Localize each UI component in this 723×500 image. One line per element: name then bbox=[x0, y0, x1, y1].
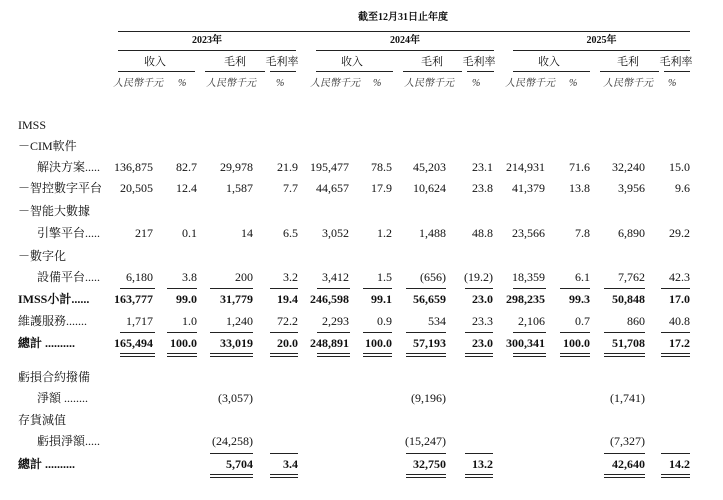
total-double-rule bbox=[120, 356, 155, 357]
total-double-rule bbox=[317, 353, 350, 354]
table-cell: 33,019 bbox=[220, 336, 253, 350]
table-cell: 6,890 bbox=[618, 226, 645, 240]
table-cell: 23.8 bbox=[472, 181, 493, 195]
total-rule bbox=[270, 332, 298, 333]
subtotal-rule bbox=[270, 288, 298, 289]
total-double-rule bbox=[167, 356, 197, 357]
table-cell: (24,258) bbox=[212, 434, 253, 448]
unit-label: 人民幣千元 bbox=[603, 78, 653, 89]
table-cell: 3.4 bbox=[283, 457, 298, 471]
year-rule bbox=[513, 50, 690, 51]
total-double-rule bbox=[210, 356, 253, 357]
column-rule bbox=[403, 71, 462, 72]
table-cell: (656) bbox=[420, 270, 446, 284]
table-cell: 165,494 bbox=[114, 336, 153, 350]
total-rule bbox=[120, 332, 155, 333]
table-cell: 20.0 bbox=[277, 336, 298, 350]
total-rule bbox=[560, 332, 590, 333]
table-cell: 57,193 bbox=[413, 336, 446, 350]
table-cell: 14.2 bbox=[669, 457, 690, 471]
table-cell: 44,657 bbox=[316, 181, 349, 195]
final-total-rule bbox=[406, 453, 446, 454]
table-cell: 41,379 bbox=[512, 181, 545, 195]
total-double-rule bbox=[604, 353, 645, 354]
table-cell: 6.5 bbox=[283, 226, 298, 240]
row-label: 存貨減值 bbox=[18, 413, 67, 427]
table-cell: 78.5 bbox=[371, 160, 392, 174]
subtotal-rule bbox=[604, 288, 645, 289]
table-cell: 29.2 bbox=[669, 226, 690, 240]
subtotal-rule bbox=[363, 288, 392, 289]
table-cell: 14 bbox=[241, 226, 253, 240]
total-double-rule bbox=[661, 356, 690, 357]
unit-label: 人民幣千元 bbox=[206, 78, 256, 89]
column-header: 收入 bbox=[341, 56, 363, 68]
subtotal-rule bbox=[465, 288, 493, 289]
final-double-rule bbox=[406, 477, 446, 478]
table-cell: 1,240 bbox=[226, 314, 253, 328]
unit-label: 人民幣千元 bbox=[505, 78, 555, 89]
table-cell: 56,659 bbox=[413, 292, 446, 306]
table-cell: 42.3 bbox=[669, 270, 690, 284]
table-cell: (7,327) bbox=[610, 434, 645, 448]
year-rule bbox=[118, 50, 296, 51]
total-double-rule bbox=[513, 353, 546, 354]
row-label: 總計 .......... bbox=[18, 336, 76, 350]
table-cell: 1.5 bbox=[377, 270, 392, 284]
row-label: －智控數字平台 bbox=[18, 181, 103, 195]
period-header: 截至12月31日止年度 bbox=[358, 12, 448, 23]
total-double-rule bbox=[406, 353, 446, 354]
final-total-rule bbox=[465, 453, 493, 454]
total-double-rule bbox=[465, 356, 493, 357]
table-cell: 21.9 bbox=[277, 160, 298, 174]
column-rule bbox=[664, 71, 690, 72]
table-cell: (3,057) bbox=[218, 391, 253, 405]
row-label: IMSS小計...... bbox=[18, 292, 90, 306]
unit-label: % bbox=[373, 78, 382, 89]
column-header: 毛利 bbox=[224, 56, 246, 68]
table-cell: 246,598 bbox=[310, 292, 349, 306]
total-double-rule bbox=[513, 356, 546, 357]
table-cell: 5,704 bbox=[226, 457, 253, 471]
column-header: 毛利率 bbox=[462, 56, 496, 68]
table-cell: 195,477 bbox=[310, 160, 349, 174]
table-cell: 99.3 bbox=[569, 292, 590, 306]
table-cell: 32,240 bbox=[612, 160, 645, 174]
table-cell: 45,203 bbox=[413, 160, 446, 174]
final-double-rule bbox=[270, 477, 298, 478]
table-cell: 0.7 bbox=[575, 314, 590, 328]
table-cell: 50,848 bbox=[612, 292, 645, 306]
table-cell: 248,891 bbox=[310, 336, 349, 350]
total-rule bbox=[210, 332, 253, 333]
total-rule bbox=[363, 332, 392, 333]
row-label: 虧損合約撥備 bbox=[18, 370, 91, 384]
unit-label: % bbox=[472, 78, 481, 89]
table-cell: 40.8 bbox=[669, 314, 690, 328]
table-cell: 17.2 bbox=[669, 336, 690, 350]
table-cell: 23.0 bbox=[472, 292, 493, 306]
unit-label: % bbox=[668, 78, 677, 89]
table-cell: 7.8 bbox=[575, 226, 590, 240]
final-double-rule bbox=[604, 477, 645, 478]
table-cell: 23.3 bbox=[472, 314, 493, 328]
table-cell: 48.8 bbox=[472, 226, 493, 240]
row-label: 解決方案..... bbox=[37, 160, 101, 174]
table-cell: 214,931 bbox=[506, 160, 545, 174]
row-label: －智能大數據 bbox=[18, 204, 91, 218]
unit-label: % bbox=[178, 78, 187, 89]
total-double-rule bbox=[167, 353, 197, 354]
subtotal-rule bbox=[167, 288, 197, 289]
row-label: 引擎平台..... bbox=[37, 226, 101, 240]
table-cell: 18,359 bbox=[512, 270, 545, 284]
table-cell: 13.2 bbox=[472, 457, 493, 471]
table-cell: 7.7 bbox=[283, 181, 298, 195]
table-cell: 3,956 bbox=[618, 181, 645, 195]
year-header: 2023年 bbox=[192, 35, 222, 46]
final-double-rule bbox=[210, 477, 253, 478]
table-cell: 99.1 bbox=[371, 292, 392, 306]
final-double-rule bbox=[465, 477, 493, 478]
table-cell: 99.0 bbox=[176, 292, 197, 306]
total-double-rule bbox=[270, 353, 298, 354]
table-cell: 3.2 bbox=[283, 270, 298, 284]
column-header: 收入 bbox=[144, 56, 166, 68]
table-cell: 32,750 bbox=[413, 457, 446, 471]
unit-label: 人民幣千元 bbox=[310, 78, 360, 89]
table-cell: 860 bbox=[627, 314, 645, 328]
total-rule bbox=[604, 332, 645, 333]
unit-label: 人民幣千元 bbox=[404, 78, 454, 89]
subtotal-rule bbox=[513, 288, 546, 289]
table-cell: 15.0 bbox=[669, 160, 690, 174]
column-rule bbox=[513, 71, 590, 72]
table-cell: 6,180 bbox=[126, 270, 153, 284]
total-double-rule bbox=[270, 356, 298, 357]
table-cell: 6.1 bbox=[575, 270, 590, 284]
total-double-rule bbox=[210, 353, 253, 354]
table-cell: 71.6 bbox=[569, 160, 590, 174]
total-rule bbox=[167, 332, 197, 333]
total-double-rule bbox=[120, 353, 155, 354]
table-cell: 13.8 bbox=[569, 181, 590, 195]
total-rule bbox=[317, 332, 350, 333]
total-double-rule bbox=[560, 353, 590, 354]
table-cell: 7,762 bbox=[618, 270, 645, 284]
final-double-rule bbox=[406, 474, 446, 475]
final-double-rule bbox=[465, 474, 493, 475]
period-rule bbox=[118, 31, 690, 32]
table-cell: 100.0 bbox=[563, 336, 590, 350]
final-total-rule bbox=[210, 453, 253, 454]
total-rule bbox=[661, 332, 690, 333]
table-cell: 2,293 bbox=[322, 314, 349, 328]
total-double-rule bbox=[560, 356, 590, 357]
table-cell: 163,777 bbox=[114, 292, 153, 306]
column-header: 毛利率 bbox=[265, 56, 299, 68]
table-cell: 136,875 bbox=[114, 160, 153, 174]
total-double-rule bbox=[604, 356, 645, 357]
table-cell: 10,624 bbox=[413, 181, 446, 195]
row-label: 維護服務....... bbox=[18, 314, 88, 328]
final-double-rule bbox=[210, 474, 253, 475]
table-cell: 100.0 bbox=[170, 336, 197, 350]
final-double-rule bbox=[661, 474, 690, 475]
table-cell: (9,196) bbox=[411, 391, 446, 405]
total-double-rule bbox=[661, 353, 690, 354]
column-header: 毛利 bbox=[421, 56, 443, 68]
table-cell: 23,566 bbox=[512, 226, 545, 240]
table-cell: 19.4 bbox=[277, 292, 298, 306]
row-label: －CIM軟件 bbox=[18, 139, 77, 153]
table-cell: 12.4 bbox=[176, 181, 197, 195]
subtotal-rule bbox=[210, 288, 253, 289]
unit-label: 人民幣千元 bbox=[113, 78, 163, 89]
row-label: 總計 .......... bbox=[18, 457, 76, 471]
final-total-rule bbox=[661, 453, 690, 454]
total-double-rule bbox=[363, 356, 392, 357]
total-rule bbox=[513, 332, 546, 333]
subtotal-rule bbox=[560, 288, 590, 289]
year-header: 2025年 bbox=[586, 35, 617, 46]
table-cell: 23.1 bbox=[472, 160, 493, 174]
year-header: 2024年 bbox=[390, 35, 420, 46]
table-cell: (15,247) bbox=[405, 434, 446, 448]
final-double-rule bbox=[270, 474, 298, 475]
column-rule bbox=[118, 71, 195, 72]
table-cell: 82.7 bbox=[176, 160, 197, 174]
unit-label: % bbox=[276, 78, 285, 89]
table-cell: 17.9 bbox=[371, 181, 392, 195]
table-cell: 298,235 bbox=[506, 292, 545, 306]
table-cell: 3,412 bbox=[322, 270, 349, 284]
table-cell: 1,587 bbox=[226, 181, 253, 195]
subtotal-rule bbox=[317, 288, 350, 289]
table-cell: (19.2) bbox=[464, 270, 493, 284]
table-cell: 42,640 bbox=[612, 457, 645, 471]
row-label: IMSS bbox=[18, 118, 47, 132]
table-cell: 3,052 bbox=[322, 226, 349, 240]
table-cell: 217 bbox=[135, 226, 153, 240]
table-cell: 31,779 bbox=[220, 292, 253, 306]
total-double-rule bbox=[406, 356, 446, 357]
column-header: 毛利率 bbox=[659, 56, 693, 68]
row-label: 虧損淨額..... bbox=[37, 434, 101, 448]
table-cell: 100.0 bbox=[365, 336, 392, 350]
table-cell: 200 bbox=[235, 270, 253, 284]
row-label: 淨額 ........ bbox=[37, 391, 89, 405]
table-cell: 2,106 bbox=[518, 314, 545, 328]
table-cell: 17.0 bbox=[669, 292, 690, 306]
total-double-rule bbox=[465, 353, 493, 354]
table-cell: 51,708 bbox=[612, 336, 645, 350]
row-label: －數字化 bbox=[18, 249, 67, 263]
table-cell: 1.2 bbox=[377, 226, 392, 240]
column-rule bbox=[205, 71, 265, 72]
total-rule bbox=[465, 332, 493, 333]
subtotal-rule bbox=[406, 288, 446, 289]
final-total-rule bbox=[604, 453, 645, 454]
table-cell: 20,505 bbox=[120, 181, 153, 195]
subtotal-rule bbox=[661, 288, 690, 289]
final-total-rule bbox=[270, 453, 298, 454]
table-cell: 29,978 bbox=[220, 160, 253, 174]
table-cell: 0.1 bbox=[182, 226, 197, 240]
final-double-rule bbox=[604, 474, 645, 475]
year-rule bbox=[316, 50, 494, 51]
table-cell: (1,741) bbox=[610, 391, 645, 405]
table-cell: 1,488 bbox=[419, 226, 446, 240]
column-rule bbox=[316, 71, 393, 72]
table-cell: 3.8 bbox=[182, 270, 197, 284]
unit-label: % bbox=[569, 78, 578, 89]
final-double-rule bbox=[661, 477, 690, 478]
total-double-rule bbox=[317, 356, 350, 357]
total-rule bbox=[406, 332, 446, 333]
table-cell: 23.0 bbox=[472, 336, 493, 350]
table-cell: 1.0 bbox=[182, 314, 197, 328]
column-header: 毛利 bbox=[617, 56, 639, 68]
column-header: 收入 bbox=[538, 56, 560, 68]
table-cell: 72.2 bbox=[277, 314, 298, 328]
table-cell: 300,341 bbox=[506, 336, 545, 350]
subtotal-rule bbox=[120, 288, 155, 289]
row-label: 設備平台..... bbox=[37, 270, 101, 284]
column-rule bbox=[600, 71, 659, 72]
table-cell: 534 bbox=[428, 314, 446, 328]
column-rule bbox=[270, 71, 296, 72]
table-cell: 9.6 bbox=[675, 181, 690, 195]
table-cell: 0.9 bbox=[377, 314, 392, 328]
table-cell: 1,717 bbox=[126, 314, 153, 328]
column-rule bbox=[467, 71, 494, 72]
total-double-rule bbox=[363, 353, 392, 354]
